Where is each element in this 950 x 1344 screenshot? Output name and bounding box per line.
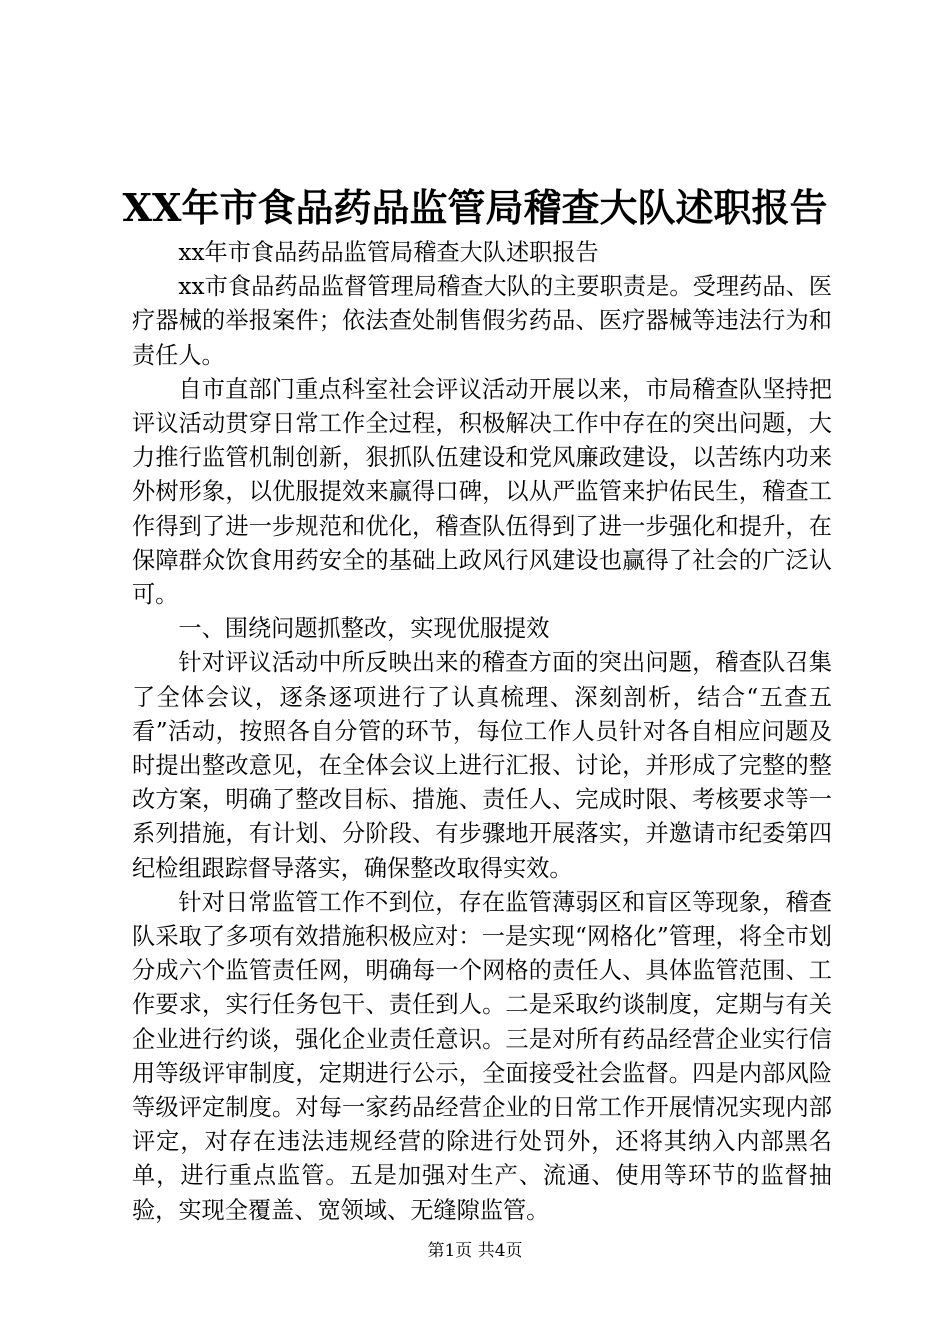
- paragraph-supervision-measures: 针对日常监管工作不到位，存在监管薄弱区和盲区等现象，稽查队采取了多项有效措施积极应对：一是实现“网格化”管理，将全市划分成六个监管责任网，明确每一个网格的责任人、具体监管范围、工作要求，实行任务包干、责任到人。二是采取约谈制度，定期与有关企业进行约谈，强化企业责任意识。三是对所有药品经营企业实行信用等级评审制度，定期进行公示，全面接受社会监督。四是内部风险等级评定制度。对每一家药品经营企业的日常工作开展情况实现内部评定，对存在违法违规经营的除进行处罚外，还将其纳入内部黑名单，进行重点监管。五是加强对生产、流通、使用等环节的监督抽验，实现全覆盖、宽领域、无缝隙监管。: [132, 888, 832, 1224]
- paragraph-overview: 自市直部门重点科室社会评议活动开展以来，市局稽查队坚持把评议活动贯穿日常工作全过程，积极解决工作中存在的突出问题，大力推行监管机制创新，狠抓队伍建设和党风廉政建设，以苦练内功来外树形象，以优服提效来赢得口碑，以从严监管来护佑民生，稽查工作得到了进一步规范和优化，稽查队伍得到了进一步强化和提升，在保障群众饮食用药安全的基础上政风行风建设也赢得了社会的广泛认可。: [132, 375, 832, 609]
- document-title: XX年市食品药品监管局稽查大队述职报告: [122, 185, 828, 230]
- page-footer: 第1页 共4页: [427, 1241, 523, 1261]
- paragraph-duties: xx市食品药品监督管理局稽查大队的主要职责是。受理药品、医疗器械的举报案件；依法查处制售假劣药品、医疗器械等违法行为和责任人。: [132, 273, 832, 369]
- document-body: [132, 236, 832, 1228]
- paragraph-subtitle: xx年市食品药品监管局稽查大队述职报告: [178, 239, 599, 266]
- paragraph-rectification: 针对评议活动中所反映出来的稽查方面的突出问题，稽查队召集了全体会议，逐条逐项进行了认真梳理、深刻剖析，结合“五查五看”活动，按照各自分管的环节，每位工作人员针对各自相应问题及时提出整改意见，在全体会议上进行汇报、讨论，并形成了完整的整改方案，明确了整改目标、措施、责任人、完成时限、考核要求等一系列措施，有计划、分阶段、有步骤地开展落实，并邀请市纪委第四纪检组跟踪督导落实，确保整改取得实效。: [132, 649, 832, 882]
- section-heading-1: 一、围绕问题抓整改，实现优服提效: [178, 615, 550, 643]
